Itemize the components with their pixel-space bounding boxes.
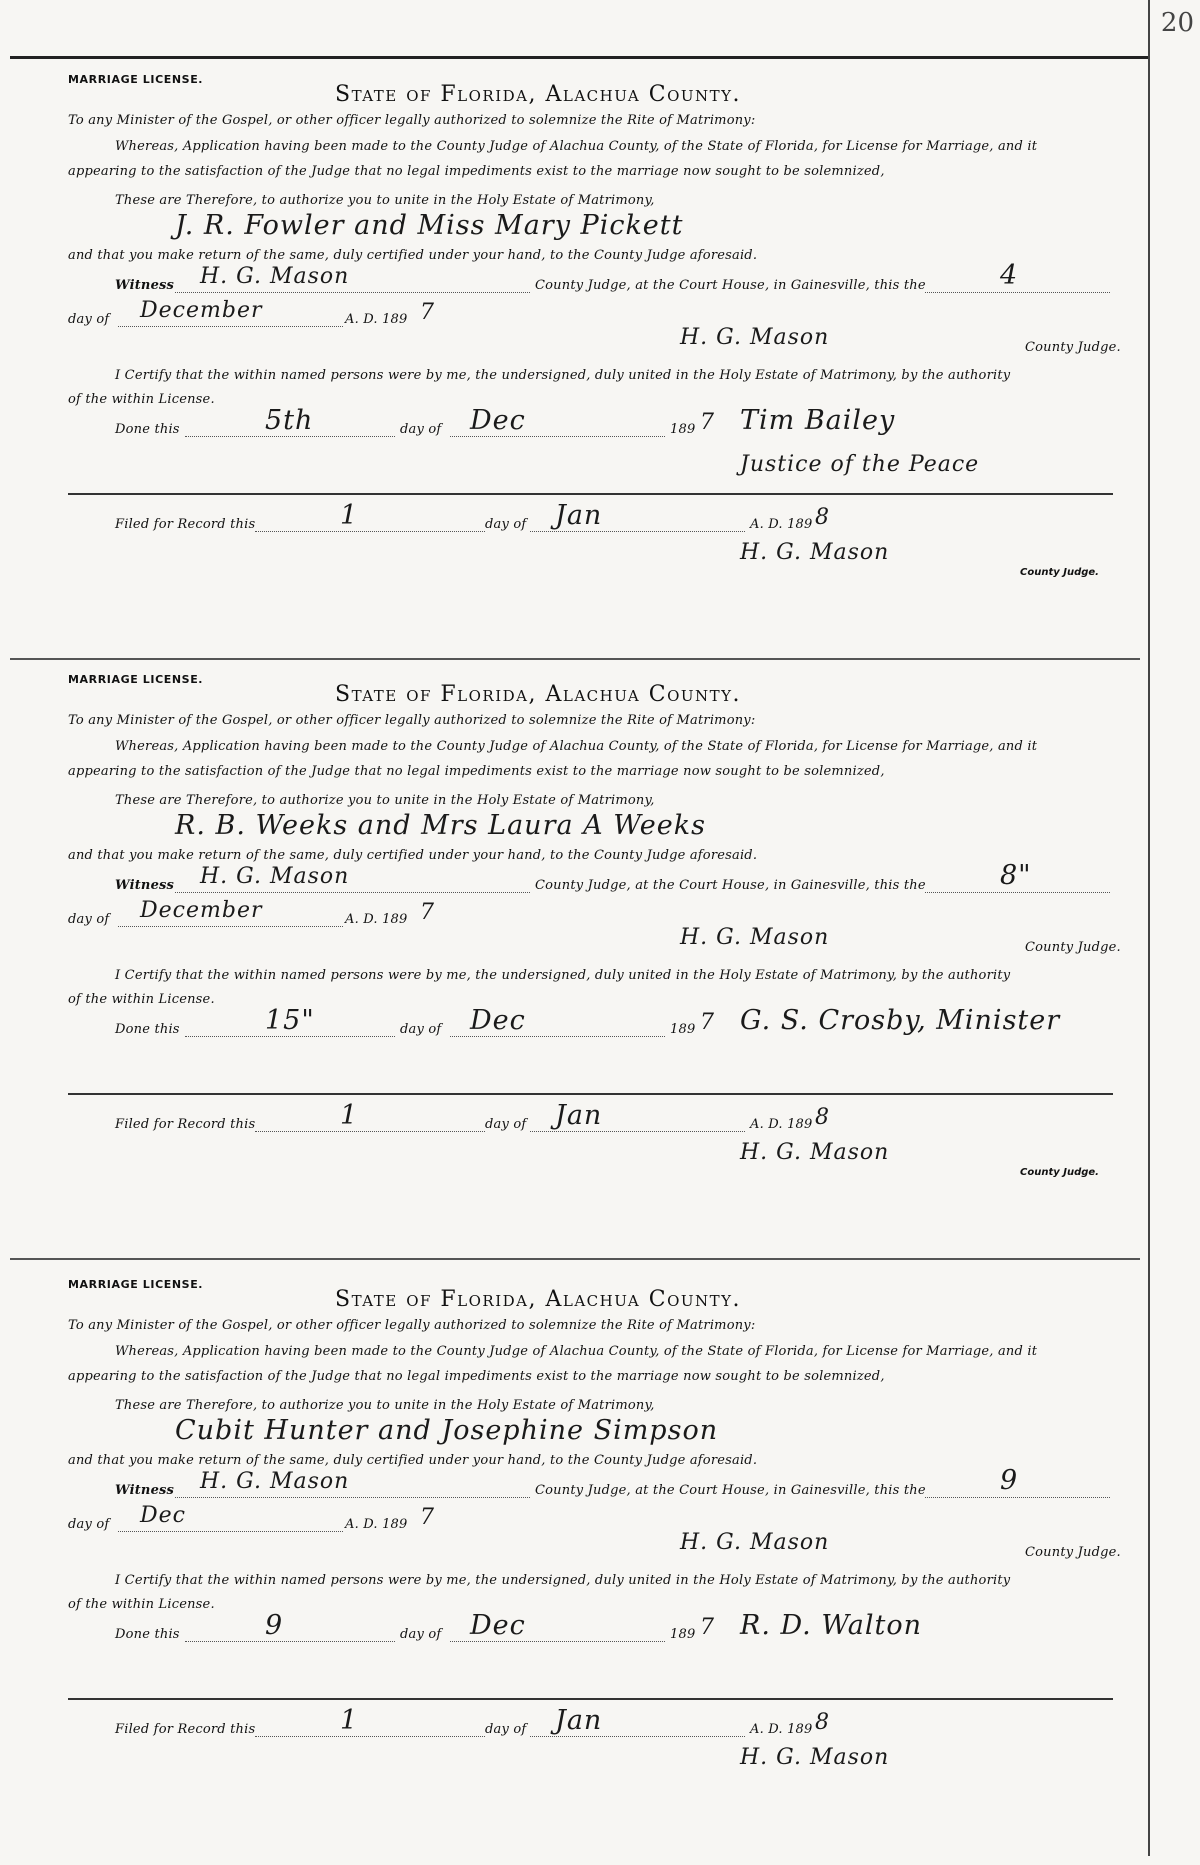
officiant-title: Justice of the Peace: [740, 452, 980, 477]
done-year-digit: 7: [700, 1010, 715, 1035]
filed-county-judge-label: County Judge.: [1020, 567, 1099, 578]
filed-day: 1: [340, 1705, 359, 1736]
done-month-blank: [450, 1641, 665, 1642]
license-separator: [10, 1258, 1140, 1260]
witness-blank: [175, 892, 530, 893]
done-label: Done this: [115, 422, 180, 437]
county-judge-label: County Judge.: [1025, 340, 1121, 355]
filed-day: 1: [340, 1100, 359, 1131]
filed-county-judge-label: County Judge.: [1020, 1167, 1099, 1178]
judge-signature: H. G. Mason: [680, 1530, 830, 1555]
day-of-label: day of: [68, 912, 110, 927]
page-number: 20: [1160, 8, 1194, 38]
filed-day-of: day of: [485, 1722, 527, 1737]
address-line: To any Minister of the Gospel, or other officer legally authorized to solemnize the Rite of Matrimony:: [68, 713, 756, 728]
filed-ad: A. D. 189: [750, 517, 813, 532]
filed-month-blank: [530, 1736, 745, 1737]
right-margin-rule: [1148, 0, 1150, 1856]
done-day-blank: [185, 436, 395, 437]
couple-names: J. R. Fowler and Miss Mary Pickett: [175, 210, 684, 241]
license-month: Dec: [140, 1503, 186, 1528]
filed-divider: [68, 1093, 1113, 1095]
ad-label: A. D. 189: [345, 912, 408, 927]
witness-name: H. G. Mason: [200, 264, 350, 289]
whereas-line-1: Whereas, Application having been made to the County Judge of Alachua County, of the State of Florida, for License for Marriage, and it: [115, 739, 1038, 754]
done-day: 15": [265, 1005, 315, 1036]
month-blank: [118, 326, 343, 327]
certify-line-1: I Certify that the within named persons were by me, the undersigned, duly united in the Holy Estate of Matrimony, by the authority: [115, 368, 1011, 383]
month-blank: [118, 1531, 343, 1532]
marriage-license: [0, 60, 1140, 660]
county-judge-label: County Judge.: [1025, 1545, 1121, 1560]
filed-year-digit: 8: [815, 1710, 830, 1735]
whereas-line-2: appearing to the satisfaction of the Judge that no legal impediments exist to the marriage now sought to be solemnized,: [68, 764, 885, 779]
done-day-blank: [185, 1641, 395, 1642]
license-title: State of Florida, Alachua County.: [335, 682, 742, 707]
certify-line-1: I Certify that the within named persons were by me, the undersigned, duly united in the Holy Estate of Matrimony, by the authority: [115, 968, 1011, 983]
witness-text: County Judge, at the Court House, in Gainesville, this the: [535, 1483, 926, 1498]
done-month: Dec: [470, 1610, 526, 1641]
witness-text: County Judge, at the Court House, in Gainesville, this the: [535, 278, 926, 293]
whereas-line-1: Whereas, Application having been made to the County Judge of Alachua County, of the State of Florida, for License for Marriage, and it: [115, 139, 1038, 154]
done-year: 189: [670, 1627, 696, 1642]
done-day-of: day of: [400, 422, 442, 437]
witness-day: 9: [1000, 1465, 1019, 1496]
filed-divider: [68, 1698, 1113, 1700]
judge-signature: H. G. Mason: [680, 925, 830, 950]
license-month: December: [140, 898, 263, 923]
filed-month-blank: [530, 1131, 745, 1132]
done-year: 189: [670, 1022, 696, 1037]
filed-month: Jan: [555, 1100, 603, 1131]
couple-names: Cubit Hunter and Josephine Simpson: [175, 1415, 719, 1446]
filed-signature: H. G. Mason: [740, 1745, 890, 1770]
day-of-label: day of: [68, 1517, 110, 1532]
done-month: Dec: [470, 1005, 526, 1036]
certify-line-2: of the within License.: [68, 1597, 215, 1612]
marriage-license: [0, 1265, 1140, 1865]
certify-line-1: I Certify that the within named persons were by me, the undersigned, duly united in the Holy Estate of Matrimony, by the authority: [115, 1573, 1011, 1588]
done-month: Dec: [470, 405, 526, 436]
filed-ad: A. D. 189: [750, 1722, 813, 1737]
month-blank: [118, 926, 343, 927]
done-month-blank: [450, 1036, 665, 1037]
witness-day: 8": [1000, 860, 1032, 891]
top-rule: [10, 56, 1150, 59]
officiant-signature: Tim Bailey: [740, 405, 896, 436]
witness-name: H. G. Mason: [200, 1469, 350, 1494]
witness-text: County Judge, at the Court House, in Gainesville, this the: [535, 878, 926, 893]
filed-month: Jan: [555, 500, 603, 531]
done-day-of: day of: [400, 1627, 442, 1642]
witness-day-blank: [925, 1497, 1110, 1498]
done-day-blank: [185, 1036, 395, 1037]
couple-names: R. B. Weeks and Mrs Laura A Weeks: [175, 810, 706, 841]
witness-blank: [175, 292, 530, 293]
filed-day-blank: [255, 531, 485, 532]
done-label: Done this: [115, 1022, 180, 1037]
address-line: To any Minister of the Gospel, or other officer legally authorized to solemnize the Rite of Matrimony:: [68, 113, 756, 128]
witness-day-blank: [925, 292, 1110, 293]
license-title: State of Florida, Alachua County.: [335, 82, 742, 107]
year-digit: 7: [420, 300, 435, 325]
filed-year-digit: 8: [815, 1105, 830, 1130]
return-line: and that you make return of the same, duly certified under your hand, to the County Judge aforesaid.: [68, 248, 758, 263]
done-day: 9: [265, 1610, 284, 1641]
license-header: MARRIAGE LICENSE.: [68, 73, 204, 86]
witness-name: H. G. Mason: [200, 864, 350, 889]
certify-line-2: of the within License.: [68, 392, 215, 407]
filed-day-of: day of: [485, 517, 527, 532]
filed-day: 1: [340, 500, 359, 531]
therefore-line: These are Therefore, to authorize you to unite in the Holy Estate of Matrimony,: [115, 793, 655, 808]
filed-divider: [68, 493, 1113, 495]
marriage-license: [0, 660, 1140, 1260]
done-year-digit: 7: [700, 1615, 715, 1640]
filed-month: Jan: [555, 1705, 603, 1736]
officiant-signature: R. D. Walton: [740, 1610, 922, 1641]
day-of-label: day of: [68, 312, 110, 327]
witness-day: 4: [1000, 260, 1019, 291]
done-year-digit: 7: [700, 410, 715, 435]
witness-label: Witness: [115, 278, 175, 293]
done-year: 189: [670, 422, 696, 437]
witness-label: Witness: [115, 1483, 175, 1498]
filed-day-of: day of: [485, 1117, 527, 1132]
filed-label: Filed for Record this: [115, 1117, 256, 1132]
filed-day-blank: [255, 1736, 485, 1737]
officiant-signature: G. S. Crosby, Minister: [740, 1005, 1061, 1036]
county-judge-label: County Judge.: [1025, 940, 1121, 955]
done-month-blank: [450, 436, 665, 437]
witness-label: Witness: [115, 878, 175, 893]
judge-signature: H. G. Mason: [680, 325, 830, 350]
filed-label: Filed for Record this: [115, 1722, 256, 1737]
filed-label: Filed for Record this: [115, 517, 256, 532]
license-month: December: [140, 298, 263, 323]
license-header: MARRIAGE LICENSE.: [68, 1278, 204, 1291]
license-title: State of Florida, Alachua County.: [335, 1287, 742, 1312]
year-digit: 7: [420, 1505, 435, 1530]
filed-signature: H. G. Mason: [740, 540, 890, 565]
address-line: To any Minister of the Gospel, or other officer legally authorized to solemnize the Rite of Matrimony:: [68, 1318, 756, 1333]
filed-month-blank: [530, 531, 745, 532]
witness-blank: [175, 1497, 530, 1498]
whereas-line-2: appearing to the satisfaction of the Judge that no legal impediments exist to the marriage now sought to be solemnized,: [68, 164, 885, 179]
filed-day-blank: [255, 1131, 485, 1132]
certify-line-2: of the within License.: [68, 992, 215, 1007]
filed-year-digit: 8: [815, 505, 830, 530]
filed-ad: A. D. 189: [750, 1117, 813, 1132]
done-day-of: day of: [400, 1022, 442, 1037]
license-header: MARRIAGE LICENSE.: [68, 673, 204, 686]
year-digit: 7: [420, 900, 435, 925]
therefore-line: These are Therefore, to authorize you to unite in the Holy Estate of Matrimony,: [115, 193, 655, 208]
whereas-line-1: Whereas, Application having been made to the County Judge of Alachua County, of the State of Florida, for License for Marriage, and it: [115, 1344, 1038, 1359]
ad-label: A. D. 189: [345, 1517, 408, 1532]
done-day: 5th: [265, 405, 314, 436]
return-line: and that you make return of the same, duly certified under your hand, to the County Judge aforesaid.: [68, 848, 758, 863]
witness-day-blank: [925, 892, 1110, 893]
filed-signature: H. G. Mason: [740, 1140, 890, 1165]
ad-label: A. D. 189: [345, 312, 408, 327]
return-line: and that you make return of the same, duly certified under your hand, to the County Judge aforesaid.: [68, 1453, 758, 1468]
therefore-line: These are Therefore, to authorize you to unite in the Holy Estate of Matrimony,: [115, 1398, 655, 1413]
whereas-line-2: appearing to the satisfaction of the Judge that no legal impediments exist to the marriage now sought to be solemnized,: [68, 1369, 885, 1384]
done-label: Done this: [115, 1627, 180, 1642]
